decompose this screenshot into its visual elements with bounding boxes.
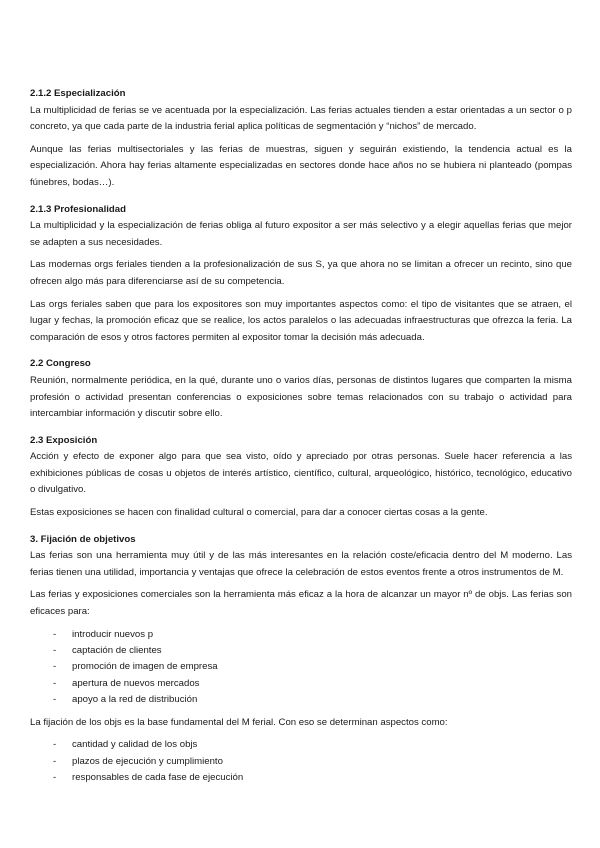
section-congreso (30, 356, 572, 422)
list-item (53, 676, 572, 692)
section-fijacion-objetivos (30, 532, 572, 787)
paragraph: Las orgs feriales saben que para los expositores son muy importantes aspectos como: el tipo de visitantes que se atraen, el lugar y fechas, la promoción eficaz que se realice, los actos paralelos o las adecuadas infraestructuras que ofrezca la feria. La comparación de esos y otros factores permiten al expositor tomar la decisión más adecuada. (30, 298, 572, 343)
dash-marker: - (53, 645, 57, 657)
list-item-text: captación de clientes (72, 645, 162, 657)
paragraph: La multiplicidad y la especialización de ferias obliga al futuro expositor a ser más selectivo y a elegir aquellas ferias que mejor se adapten a sus necesidades. (30, 220, 572, 248)
section-profesionalidad (30, 202, 572, 347)
list-item (53, 770, 572, 786)
section-heading: 3. Fijación de objetivos (30, 533, 136, 545)
dash-marker: - (53, 755, 57, 767)
bullet-list (30, 737, 572, 786)
list-item (53, 754, 572, 770)
dash-marker: - (53, 677, 57, 689)
paragraph: La fijación de los objs es la base fundamental del M ferial. Con eso se determinan aspectos como: (30, 716, 448, 728)
section-heading: 2.1.3 Profesionalidad (30, 203, 126, 215)
list-item (53, 692, 572, 708)
dash-marker: - (53, 772, 57, 784)
list-item-text: responsables de cada fase de ejecución (72, 772, 244, 784)
dash-marker: - (53, 628, 57, 640)
bullet-list (30, 627, 572, 709)
list-item (53, 643, 572, 659)
section-exposicion (30, 433, 572, 522)
list-item (53, 659, 572, 675)
list-item-text: promoción de imagen de empresa (72, 661, 218, 673)
section-especializacion (30, 86, 572, 192)
list-item-text: cantidad y calidad de los objs (72, 739, 198, 751)
paragraph: Las ferias y exposiciones comerciales son la herramienta más eficaz a la hora de alcanzar un mayor nº de objs. Las ferias son eficaces para: (30, 589, 572, 618)
paragraph: Acción y efecto de exponer algo para que sea visto, oído y apreciado por otras personas. Suele hacer referencia a las exhibiciones públicas de cosas u objetos de interés artístico, científico, cultural, arqueológico, histórico, tecnológico, educativo o divulgativo. (30, 451, 572, 496)
list-item (53, 627, 572, 643)
dash-marker: - (53, 739, 57, 751)
paragraph: Estas exposiciones se hacen con finalidad cultural o comercial, para dar a conocer ciertas cosas a la gente. (30, 507, 488, 519)
dash-marker: - (53, 661, 57, 673)
section-heading: 2.1.2 Especialización (30, 88, 126, 99)
list-item (53, 737, 572, 753)
paragraph: Las ferias son una herramienta muy útil y de las más interesantes en la relación coste/eficacia dentro del M moderno. Las ferias tienen una utilidad, importancia y ventajas que ofrece la celebración de estos eventos frente a otros instrumentos de M. (30, 550, 572, 578)
paragraph: Las modernas orgs feriales tienden a la profesionalización de sus S, ya que ahora no se limitan a ofrecer un recinto, sino que ofrecen algo más para diferenciarse así de su competencia. (30, 259, 572, 287)
paragraph: Reunión, normalmente periódica, en la qué, durante uno o varios días, personas de distintos lugares que comparten la misma profesión o actividad presentan conferencias o exposiciones sobre temas relacionados con su trabajo o actividad para intercambiar información y discutir sobre ello. (30, 374, 572, 420)
paragraph: La multiplicidad de ferias se ve acentuada por la especialización. Las ferias actuales tienden a estar orientadas a un sector o p concreto, ya que cada parte de la industria ferial aplica políticas de segmentación y “nichos” de mercado. (30, 104, 572, 133)
dash-marker: - (53, 694, 57, 706)
list-item-text: introducir nuevos p (72, 628, 154, 640)
section-heading: 2.2 Congreso (30, 358, 91, 370)
list-item-text: plazos de ejecución y cumplimiento (72, 755, 223, 767)
section-heading: 2.3 Exposición (30, 434, 98, 446)
paragraph: Aunque las ferias multisectoriales y las ferias de muestras, siguen y seguirán existiendo, la tendencia actual es la especialización. Ahora hay ferias altamente especializadas en sectores donde hace años no se hubiera ni planteado (pompas fúnebres, bodas…). (30, 143, 572, 188)
list-item-text: apertura de nuevos mercados (72, 677, 200, 689)
list-item-text: apoyo a la red de distribución (72, 694, 198, 706)
